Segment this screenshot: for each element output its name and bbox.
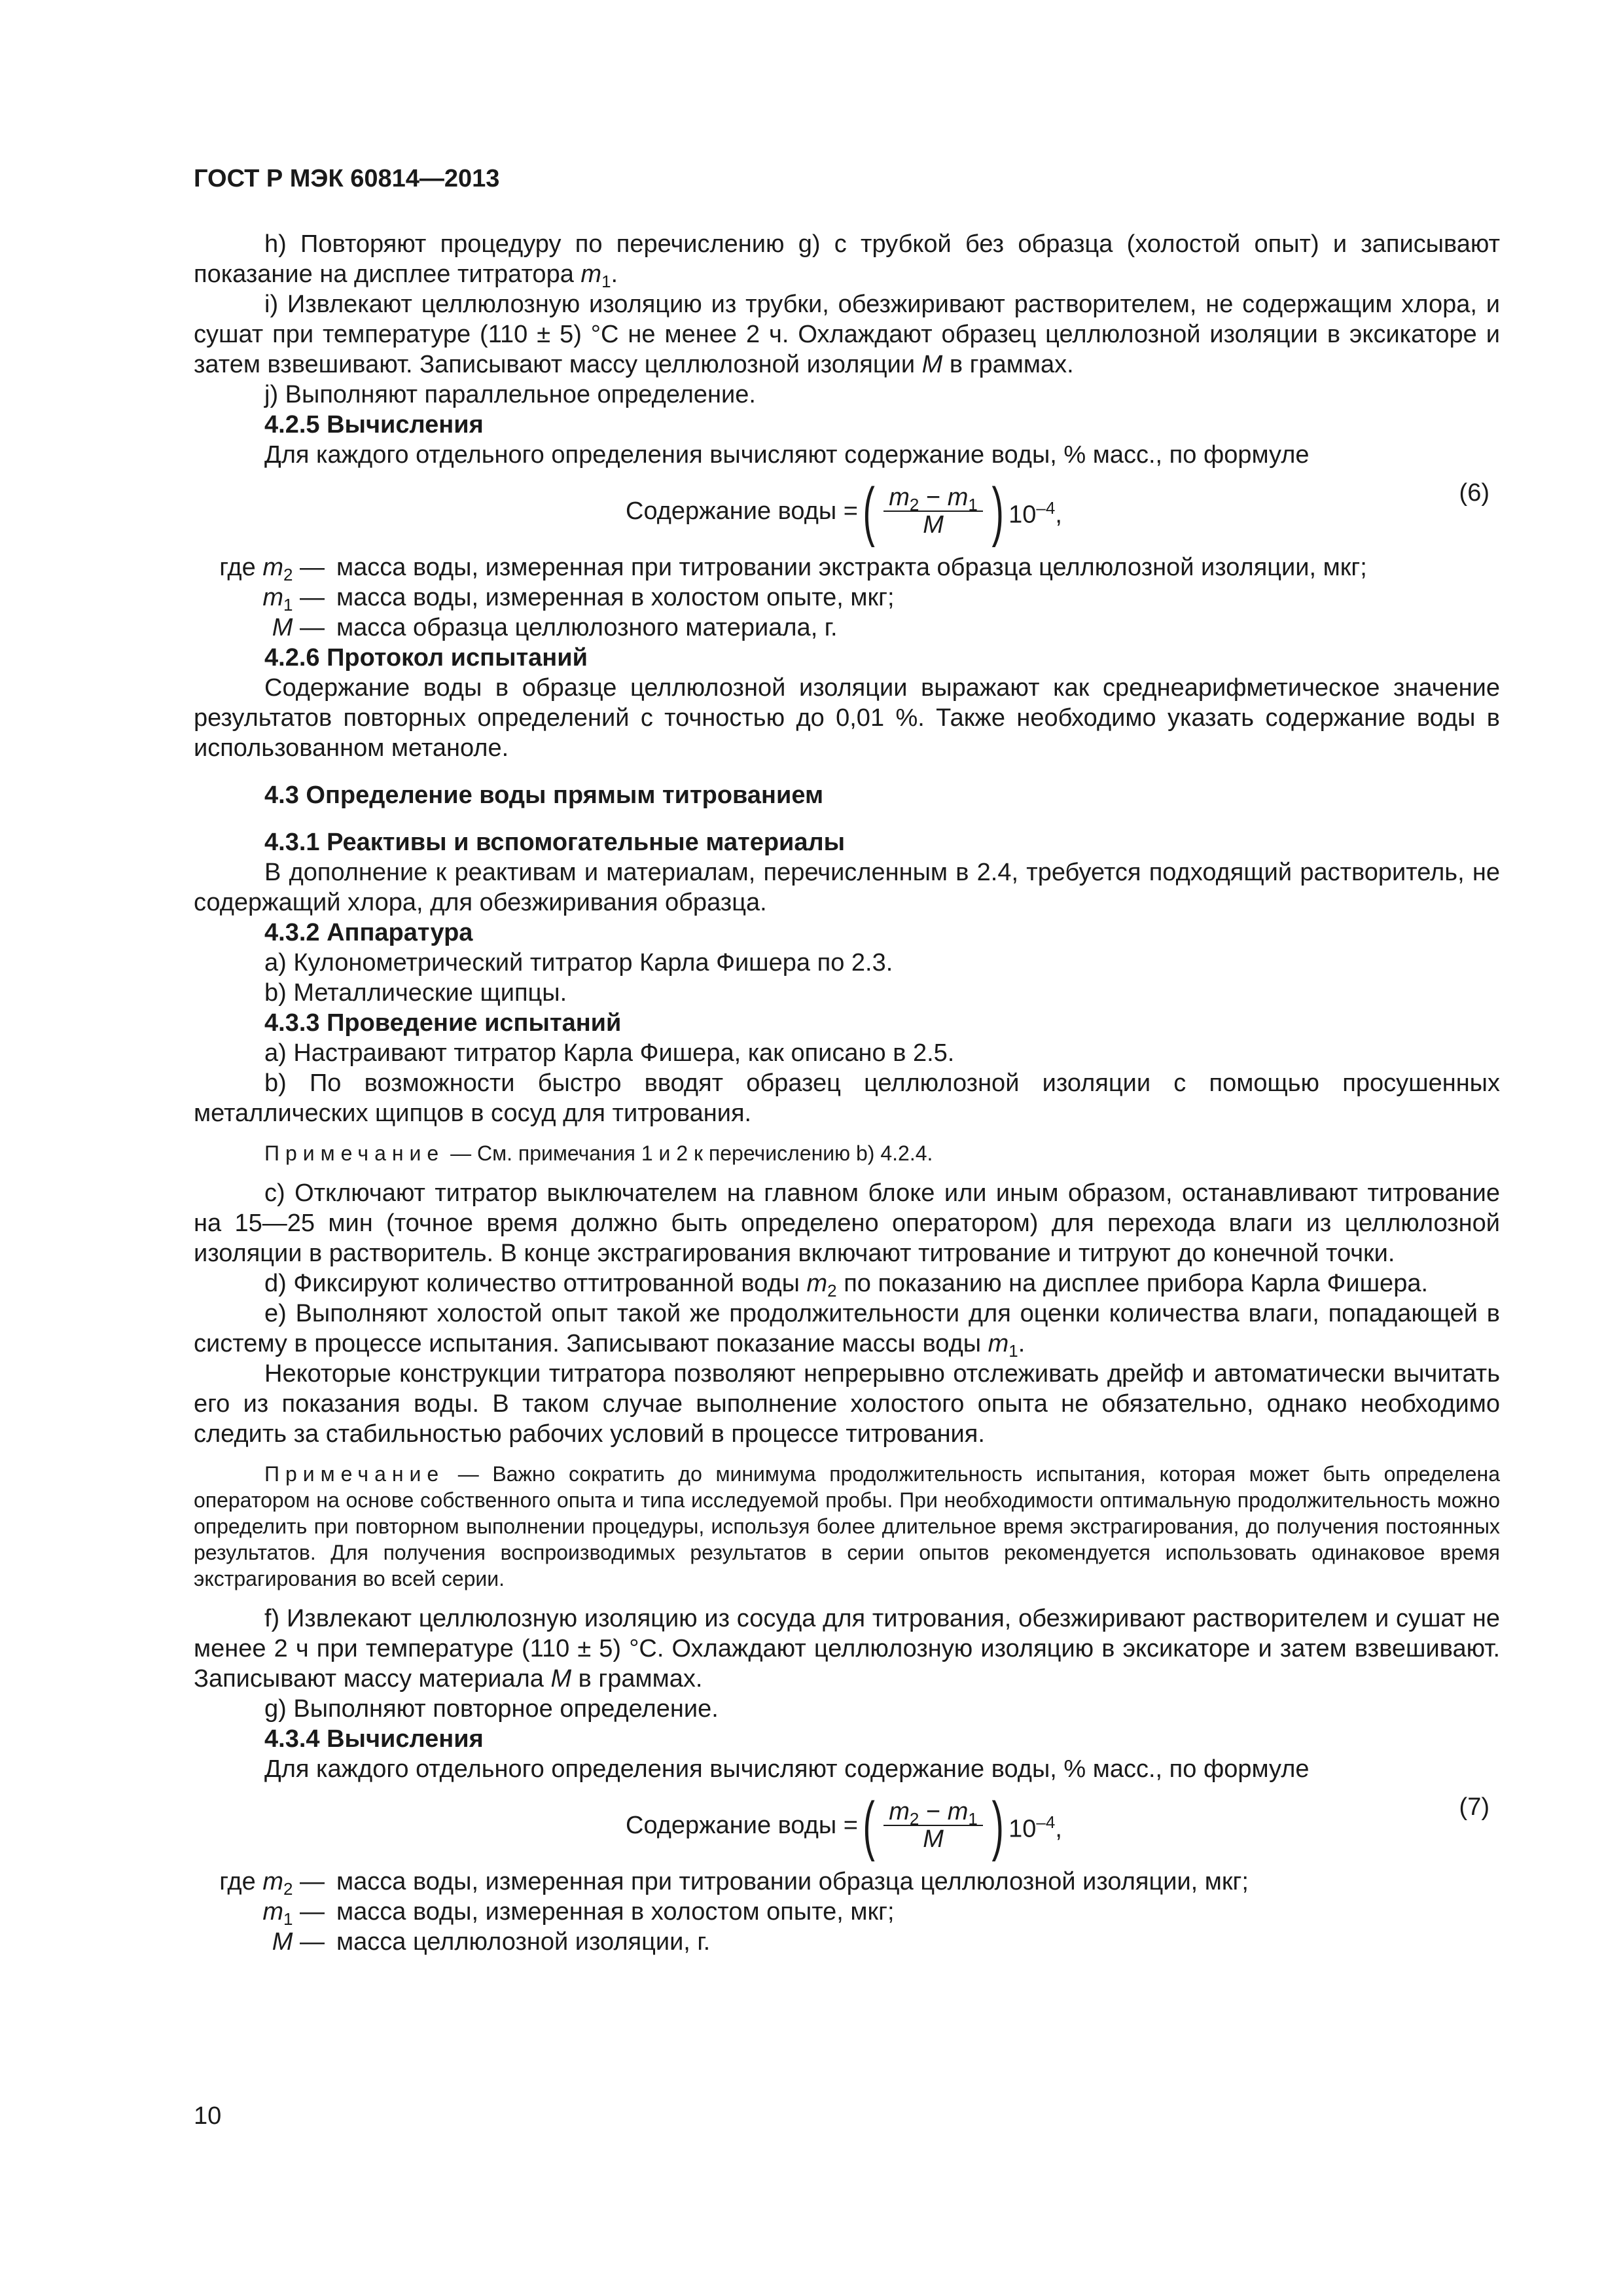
page-number: 10 [194, 2102, 222, 2130]
left-paren-icon: ( [863, 1789, 875, 1862]
document-page [194, 164, 1500, 1957]
procedure-a: a) Настраивают титратор Карла Фишера, как описано в 2.5. [264, 1039, 955, 1067]
heading-4-2-6: 4.2.6 Протокол испытаний [264, 644, 588, 672]
formula-fraction: $\frac{m_2 - m_1}{M}$ [883, 1799, 983, 1852]
calc-intro-2: Для каждого отдельного определения вычисляют содержание воды, % масс., по формуле [264, 1755, 1310, 1783]
heading-4-3: 4.3 Определение воды прямым титрованием [264, 781, 824, 809]
apparatus-b: b) Металлические щипцы. [264, 979, 567, 1007]
formula-fraction: $\frac{m_2 - m_1}{M}$ [883, 484, 983, 538]
apparatus-a: a) Кулонометрический титратор Карла Фишера по 2.3. [264, 949, 893, 977]
formula-6 [194, 475, 1500, 548]
procedure-f: f) Извлекают целлюлозную изоляцию из сосуда для титрования, обезжиривают растворителем и сушат не менее 2 ч при температуре (110 ± 5) °С. Охлаждают целлюлозную изоляцию в эксикаторе и затем взвешивают. Записывают массу материала M в граммах. [194, 1605, 1500, 1693]
calc-intro: Для каждого отдельного определения вычисляют содержание воды, % масс., по формуле [264, 441, 1310, 469]
note-1: Примечание — См. примечания 1 и 2 к перечислению b) 4.2.4. [264, 1141, 933, 1165]
note-2: Примечание — Важно сократить до минимума продолжительность испытания, которая может быть определена оператором на основе собственного опыта и типа исследуемой пробы. При необходимости оптимальную продолжительность можно определить при повторном выполнении процедуры, используя более длительное время экстрагирования, до получения постоянных результатов. Для получения воспроизводимых результатов в серии опытов рекомендуется использовать одинаковое время экстрагирования во всей серии. [194, 1462, 1500, 1590]
formula-7 [194, 1789, 1500, 1862]
formula-factor: $10^{-4}$, [1008, 1812, 1062, 1843]
procedure-c: c) Отключают титратор выключателем на главном блоке или иным образом, останавливают титрование на 15—25 мин (точное время должно быть определено оператором) для перехода влаги из целлюлозной изоляции в растворитель. В конце экстрагирования включают титрование и титруют до конечной точки. [194, 1179, 1500, 1267]
formula-label: Содержание воды = [626, 1812, 858, 1839]
step-h: h) Повторяют процедуру по перечислению g) с трубкой без образца (холостой опыт) и записывают показание на дисплее титратора $m_1$. [194, 230, 1500, 291]
formula-number: (7) [1459, 1793, 1489, 1821]
heading-4-2-5: 4.2.5 Вычисления [264, 411, 484, 439]
procedure-g: g) Выполняют повторное определение. [264, 1695, 719, 1723]
reagents-text: В дополнение к реактивам и материалам, перечисленным в 2.4, требуется подходящий растворитель, не содержащий хлора, для обезжиривания образца. [194, 859, 1500, 916]
heading-4-3-4: 4.3.4 Вычисления [264, 1725, 484, 1753]
left-paren-icon: ( [863, 475, 875, 548]
procedure-d: d) Фиксируют количество оттитрованной воды $m_2$ по показанию на дисплее прибора Карла Фишера. [264, 1270, 1429, 1300]
drift-text: Некоторые конструкции титратора позволяют непрерывно отслеживать дрейф и автоматически вычитать его из показания воды. В таком случае выполнение холостого опыта не обязательно, однако необходимо следить за стабильностью рабочих условий в процессе титрования. [194, 1360, 1500, 1448]
heading-4-3-2: 4.3.2 Аппаратура [264, 919, 473, 946]
right-paren-icon: ) [991, 475, 1004, 548]
formula-6-legend: где $m_2$ — масса воды, измеренная при титровании экстракта образца целлюлозной изоляции, мкг; $m_1$ — масса воды, измеренная в холостом опыте, мкг; M — масса образца целлюлозного материала, г. [219, 554, 1367, 641]
protocol-text: Содержание воды в образце целлюлозной изоляции выражают как среднеарифметическое значение результатов повторных определений с точностью до 0,01 %. Также необходимо указать содержание воды в использованном метаноле. [194, 674, 1500, 762]
right-paren-icon: ) [991, 1789, 1004, 1862]
formula-factor: $10^{-4}$, [1008, 497, 1062, 529]
procedure-e: e) Выполняют холостой опыт такой же продолжительности для оценки количества влаги, попадающей в систему в процессе испытания. Записывают показание массы воды $m_1$. [194, 1300, 1500, 1361]
document-header: ГОСТ Р МЭК 60814—2013 [194, 165, 500, 192]
step-i: i) Извлекают целлюлозную изоляцию из трубки, обезжиривают растворителем, не содержащим хлора, и сушат при температуре (110 ± 5) °С не менее 2 ч. Охлаждают образец целлюлозной изоляции в эксикаторе и затем взвешивают. Записывают массу целлюлозной изоляции M в граммах. [194, 291, 1500, 378]
formula-number: (6) [1459, 479, 1489, 507]
step-j: j) Выполняют параллельное определение. [264, 381, 756, 408]
formula-7-legend: где $m_2$ — масса воды, измеренная при титровании образца целлюлозной изоляции, мкг; $m_1$ — масса воды, измеренная в холостом опыте, мкг; M — масса целлюлозной изоляции, г. [219, 1868, 1249, 1956]
procedure-b: b) По возможности быстро вводят образец целлюлозной изоляции с помощью просушенных металлических щипцов в сосуд для титрования. [194, 1069, 1500, 1127]
formula-label: Содержание воды = [626, 497, 858, 525]
heading-4-3-1: 4.3.1 Реактивы и вспомогательные материалы [264, 829, 846, 856]
heading-4-3-3: 4.3.3 Проведение испытаний [264, 1009, 622, 1037]
